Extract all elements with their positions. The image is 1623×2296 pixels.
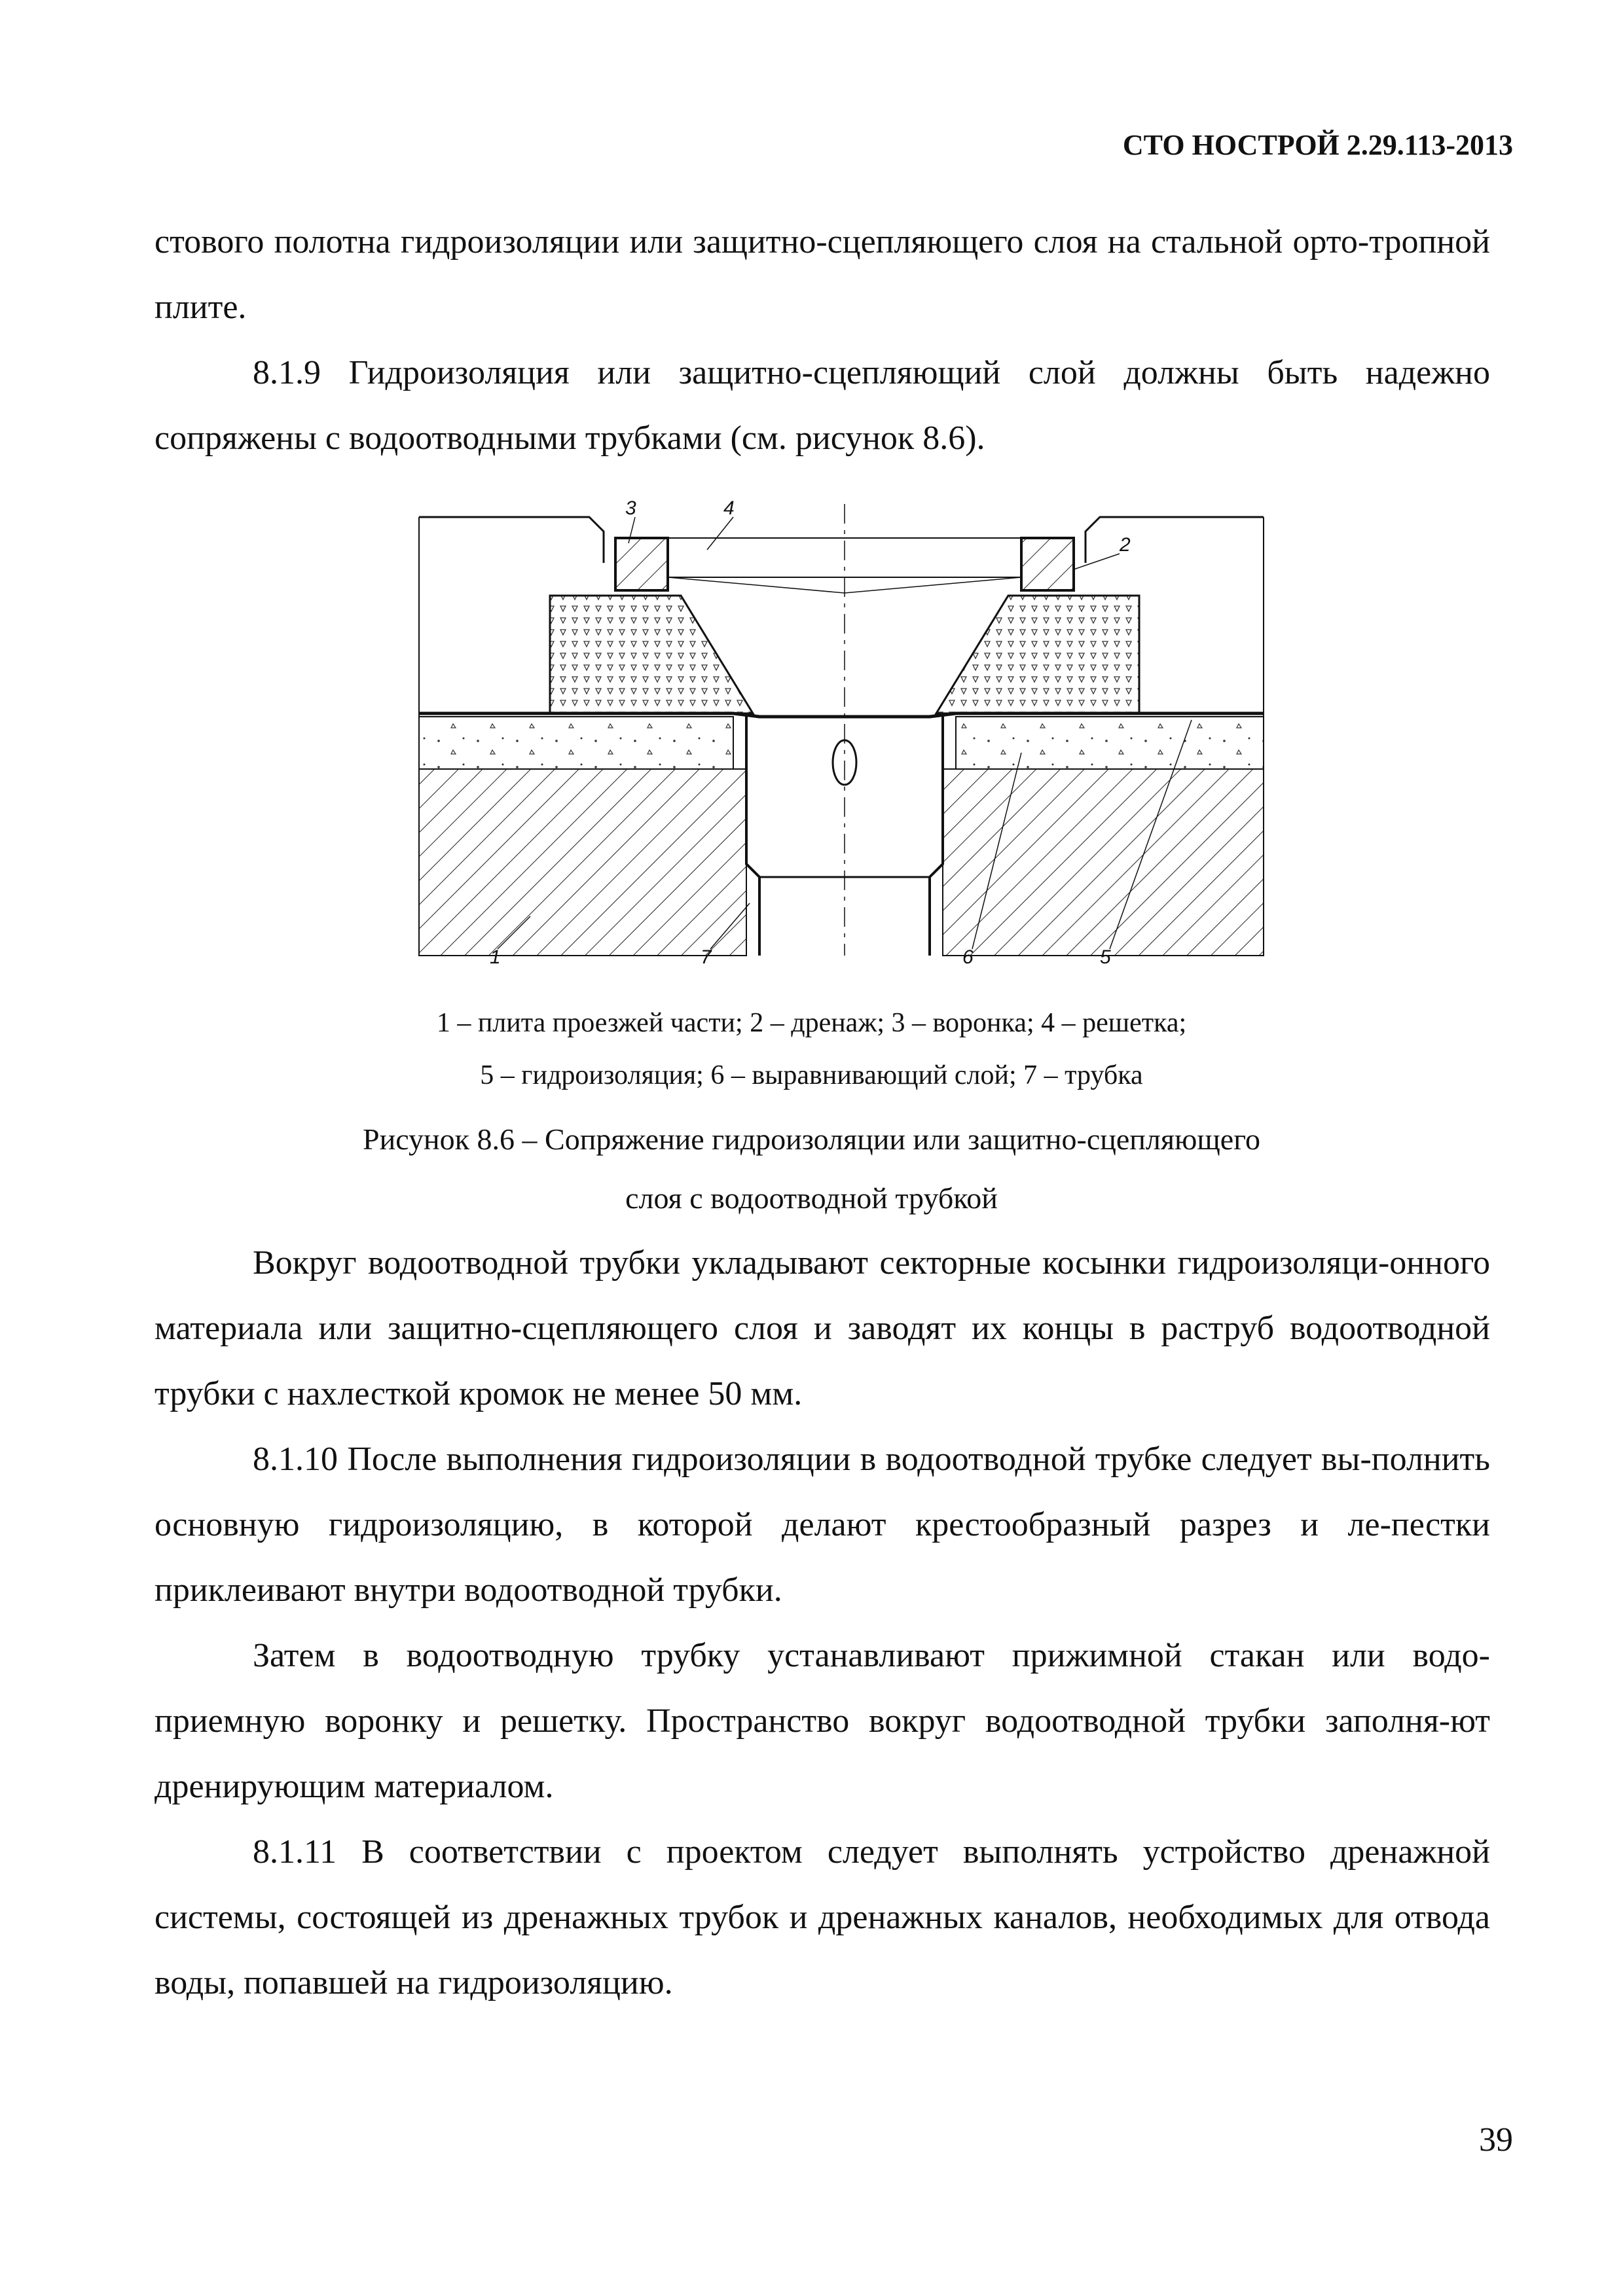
funnel-ring-left — [615, 538, 668, 590]
paragraph-gussets: Вокруг водоотводной трубки укладывают секторные косынки гидроизоляци-онного материала или защитно-сцепляющего слоя и заводят их концы в раструб водоотводной трубки с нахлесткой кромок не менее 50 мм. — [155, 1244, 1490, 1412]
figure-caption-line-1: Рисунок 8.6 – Сопряжение гидроизоляции или защитно-сцепляющего — [363, 1122, 1260, 1156]
leveling-layer-right — [956, 717, 1264, 769]
callout-3: 3 — [625, 497, 636, 519]
callout-1: 1 — [490, 946, 501, 968]
page-number: 39 — [1479, 2121, 1513, 2159]
callout-6: 6 — [962, 946, 974, 968]
deck-slab-left — [419, 769, 746, 956]
paragraph-8-1-9: 8.1.9 Гидроизоляция или защитно-сцепляющий слой должны быть надежно сопряжены с водоотводными трубками (см. рисунок 8.6). — [155, 354, 1490, 457]
figure-legend-line-2: 5 – гидроизоляция; 6 – выравнивающий слой; 7 – трубка — [480, 1060, 1143, 1090]
callout-2: 2 — [1120, 534, 1131, 556]
figure-caption-line-2: слоя с водоотводной трубкой — [625, 1181, 998, 1215]
funnel-ring-right — [1021, 538, 1074, 590]
paragraph-8-1-10: 8.1.10 После выполнения гидроизоляции в водоотводной трубке следует вы-полнить основную гидроизоляцию, в которой делают крестообразный разрез и ле-пестки приклеивают внутри водоотводной трубки. — [155, 1441, 1490, 1609]
callout-7: 7 — [701, 946, 712, 968]
paragraph-continuation: стового полотна гидроизоляции или защитно-сцепляющего слоя на стальной орто-тропной плите. — [155, 223, 1490, 326]
drainage-right — [936, 596, 1139, 713]
figure-legend-line-1: 1 – плита проезжей части; 2 – дренаж; 3 – воронка; 4 – решетка; — [436, 1008, 1187, 1038]
figure-8-6-drawing — [393, 497, 1296, 969]
leveling-layer-left — [419, 717, 733, 769]
callout-5: 5 — [1100, 946, 1111, 968]
callout-4: 4 — [723, 497, 735, 519]
paragraph-8-1-11: 8.1.11 В соответствии с проектом следует выполнять устройство дренажной системы, состоящей из дренажных трубок и дренажных каналов, необходимых для отвода воды, попавшей на гидроизоляцию. — [155, 1833, 1490, 2001]
document-code-header: СТО НОСТРОЙ 2.29.113-2013 — [1122, 129, 1513, 161]
deck-slab-right — [943, 769, 1264, 956]
drainage-left — [550, 596, 753, 713]
paragraph-pressure-cup: Затем в водоотводную трубку устанавливают прижимной стакан или водо-приемную воронку и решетку. Пространство вокруг водоотводной трубки заполня-ют дренирующим материалом. — [155, 1637, 1490, 1805]
top-surface-left — [419, 517, 604, 563]
